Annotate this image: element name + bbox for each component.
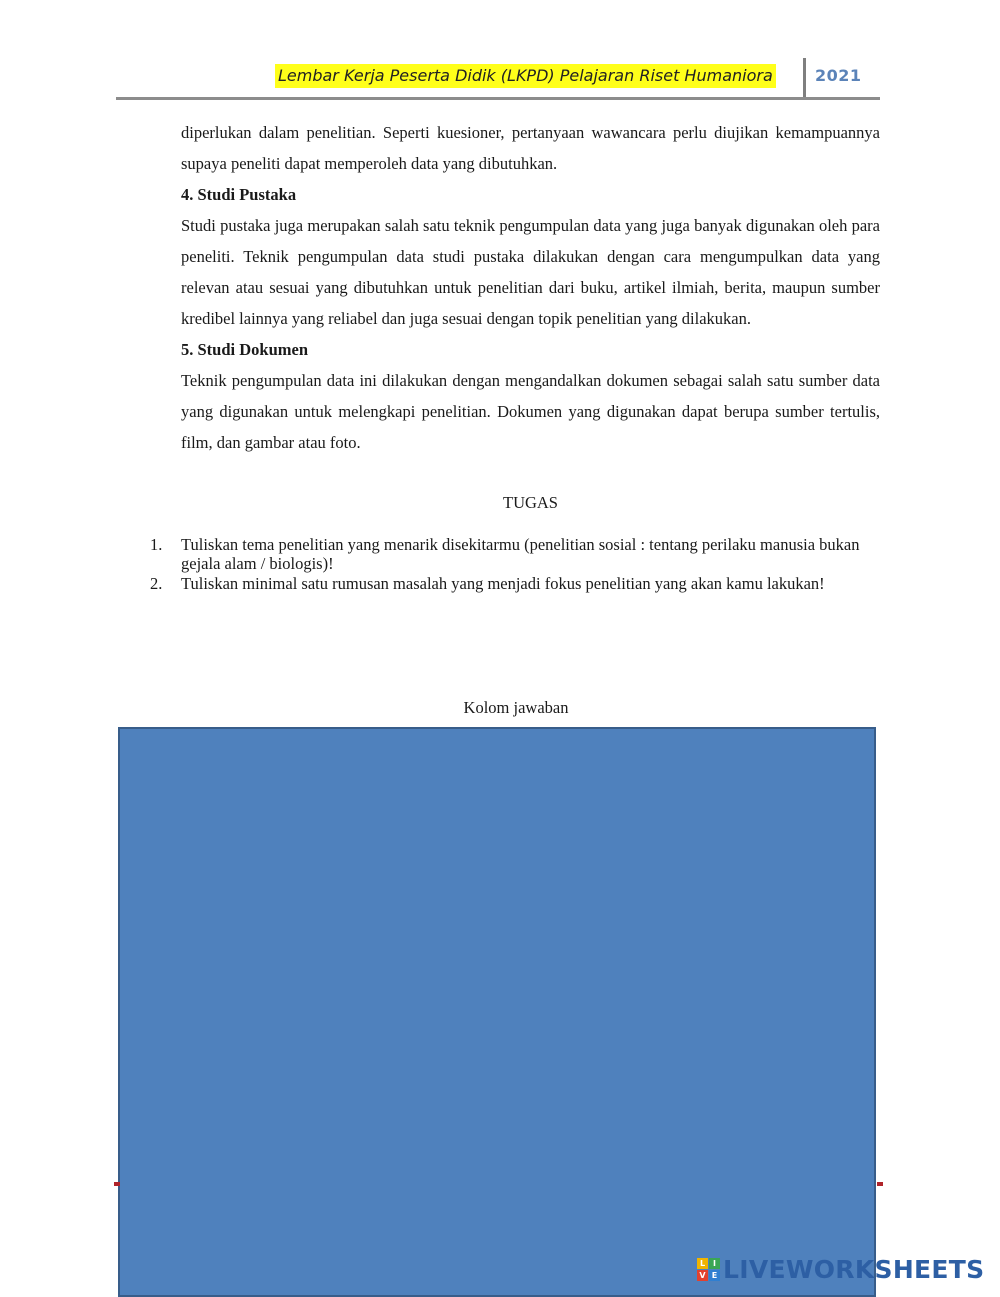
logo-cell-l: L	[697, 1258, 708, 1269]
task-number: 1.	[150, 535, 163, 554]
paragraph-studi-pustaka: Studi pustaka juga merupakan salah satu teknik pengumpulan data yang juga banyak digunakan oleh para peneliti. Teknik pengumpulan data studi pustaka dilakukan dengan cara mengumpulkan data yang relevan atau sesuai yang dibutuhkan untuk penelitian dari buku, artikel ilmiah, berita, maupun sumber kredibel lainnya yang reliabel dan juga sesuai dengan topik penelitian yang dilakukan.	[181, 216, 880, 328]
liveworksheets-wordmark: LIVEWORKSHEETS	[723, 1254, 985, 1284]
task-list	[150, 535, 880, 594]
task-number: 2.	[150, 574, 163, 593]
task-item	[150, 574, 880, 593]
answer-label: Kolom jawaban	[463, 698, 569, 717]
page-edge-mark-right	[877, 1182, 883, 1186]
tugas-title: TUGAS	[502, 493, 558, 512]
page-edge-mark-left	[114, 1182, 120, 1186]
liveworksheets-logo-icon	[697, 1258, 720, 1281]
logo-cell-v: V	[697, 1270, 708, 1281]
task-text: Tuliskan tema penelitian yang menarik disekitarmu (penelitian sosial : tentang perilaku manusia bukan gejala alam / biologis)!	[181, 535, 860, 573]
heading-studi-dokumen: 5. Studi Dokumen	[181, 340, 308, 359]
document-header-year: 2021	[815, 66, 862, 85]
document-body	[181, 117, 880, 458]
answer-input-box[interactable]	[118, 727, 876, 1297]
header-divider	[803, 58, 806, 100]
logo-cell-i: I	[709, 1258, 720, 1269]
logo-cell-e: E	[709, 1270, 720, 1281]
paragraph-intro: diperlukan dalam penelitian. Seperti kuesioner, pertanyaan wawancara perlu diujikan kemampuannya supaya peneliti dapat memperoleh data yang dibutuhkan.	[181, 123, 880, 173]
task-item	[150, 535, 880, 573]
heading-studi-pustaka: 4. Studi Pustaka	[181, 185, 297, 204]
task-text: Tuliskan minimal satu rumusan masalah yang menjadi fokus penelitian yang akan kamu lakukan!	[181, 574, 825, 593]
document-header-title: Lembar Kerja Peserta Didik (LKPD) Pelajaran Riset Humaniora	[275, 64, 776, 88]
paragraph-studi-dokumen: Teknik pengumpulan data ini dilakukan dengan mengandalkan dokumen sebagai salah satu sumber data yang digunakan untuk melengkapi penelitian. Dokumen yang digunakan dapat berupa sumber tertulis, film, dan gambar atau foto.	[181, 371, 880, 452]
liveworksheets-brand[interactable]	[697, 1254, 984, 1284]
header-rule	[116, 97, 880, 100]
